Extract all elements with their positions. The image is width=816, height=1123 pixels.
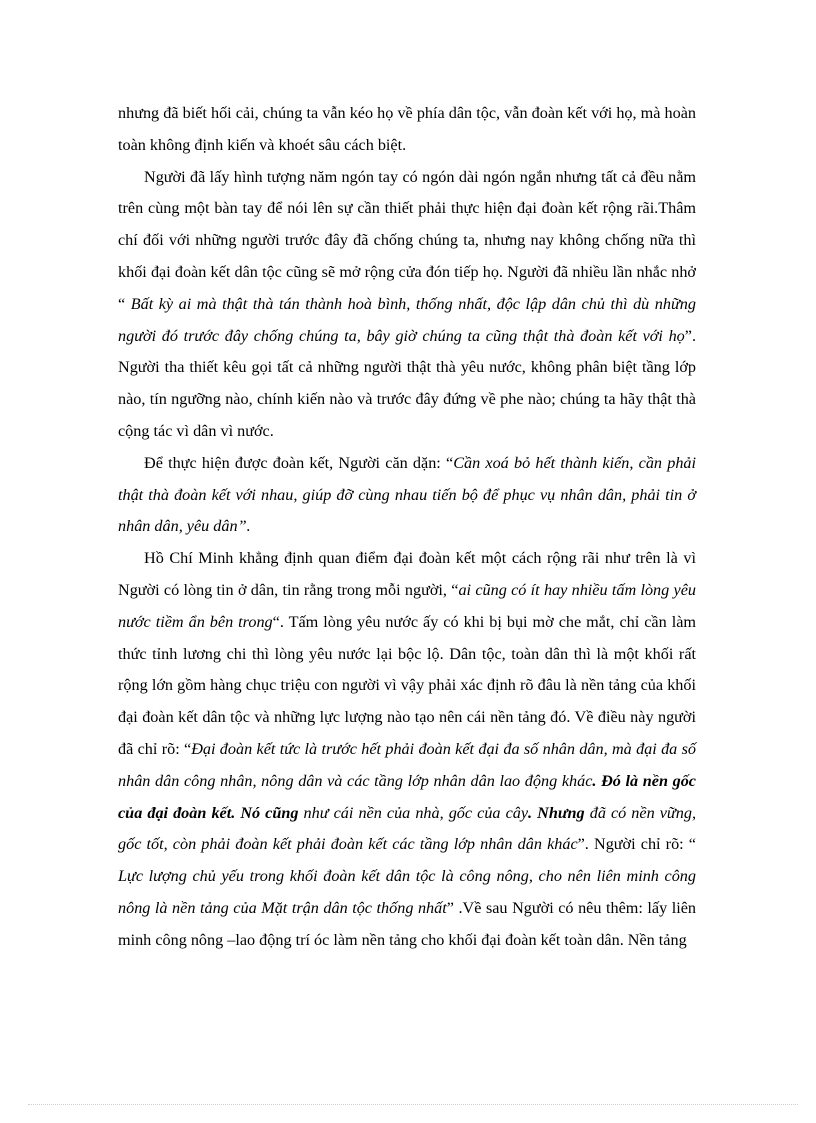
quote-segment: . Đó là nền gốc của đại đoàn kết. Nó cũng xyxy=(118,771,696,822)
text-segment: Để thực hiện được đoàn kết, Người căn dặn: “ xyxy=(144,453,454,472)
paragraph xyxy=(118,543,696,956)
page-bottom-divider xyxy=(28,1104,798,1105)
document-body xyxy=(118,98,696,957)
quote-segment: Bất kỳ ai mà thật thà tán thành hoà bình, thống nhất, độc lập dân chủ thì dù những người đó trước đây chống chúng ta, bây giờ chúng ta cũng thật thà đoàn kết với họ xyxy=(118,294,696,345)
text-segment: “. Tấm lòng yêu nước ấy có khi bị bụi mờ che mắt, chỉ cần làm thức tỉnh lương chi thì lòng yêu nước lại bộc lộ. Dân tộc, toàn dân thì là một khối rất rộng lớn gồm hàng chục triệu con người vì vậy phải xác định rõ đâu là nền tảng của khối đại đoàn kết dân tộc và những lực lượng nào tạo nên cái nền tảng đó. Về điều này người đã chỉ rõ: “ xyxy=(118,612,696,758)
paragraph xyxy=(118,162,696,448)
text-segment: nhưng đã biết hối cải, chúng ta vẫn kéo họ về phía dân tộc, vẫn đoàn kết với họ, mà hoàn toàn không định kiến và khoét sâu cách biệt. xyxy=(118,104,696,154)
quote-segment: Đại đoàn kết tức là trước hết phải đoàn kết đại đa số nhân dân, mà đại đa số nhân dân công nhân, nông dân và các tầng lớp nhân dân lao động khác xyxy=(118,739,696,790)
paragraph xyxy=(118,448,696,543)
quote-segment: Lực lượng chủ yếu trong khối đoàn kết dân tộc là công nông, cho nên liên minh công nông là nền tảng của Mặt trận dân tộc thống nhất xyxy=(118,867,696,917)
quote-segment: như cái nền của nhà, gốc của cây xyxy=(298,803,529,822)
text-segment: ” .Về sau Người có nêu thêm: lấy liên minh công nông –lao động trí óc làm nền tảng cho khối đại đoàn kết toàn dân. Nền tảng xyxy=(118,898,696,949)
paragraph xyxy=(118,98,696,162)
quote-segment: đã có nền vững, gốc tốt, còn phải đoàn kết phải đoàn kết các tầng lớp nhân dân khác xyxy=(118,803,696,854)
quote-segment: Cần xoá bỏ hết thành kiến, cần phải thật thà đoàn kết với nhau, giúp đỡ cùng nhau tiến bộ để phục vụ nhân dân, phải tin ở nhân dân, yêu dân”. xyxy=(118,453,697,536)
quote-segment: ai cũng có ít hay nhiều tấm lòng yêu nước tiềm ẩn bên trong xyxy=(118,580,696,631)
quote-segment: . Nhưng xyxy=(528,803,585,822)
text-segment: ”. Người tha thiết kêu gọi tất cả những người thật thà yêu nước, không phân biệt tầng lớp nào, tín ngưỡng nào, chính kiến nào và trước đây đứng về phe nào; chúng ta hãy thật thà cộng tác vì dân vì nước. xyxy=(118,326,696,440)
text-segment: Hồ Chí Minh khẳng định quan điểm đại đoàn kết một cách rộng rãi như trên là vì Người có lòng tin ở dân, tin rằng trong mỗi người, “ xyxy=(118,549,696,599)
text-segment: ”. Người chỉ rõ: “ xyxy=(577,835,696,854)
text-segment: Người đã lấy hình tượng năm ngón tay có ngón dài ngón ngắn nhưng tất cả đều nằm trên cùng một bàn tay để nói lên sự cần thiết phải thực hiện đại đoàn kết rộng rãi.Thâm chí đối với những người trước đây đã chống chúng ta, nhưng nay không chống nữa thì khối đại đoàn kết dân tộc cũng sẽ mở rộng cửa đón tiếp họ. Người đã nhiều lần nhắc nhở “ xyxy=(118,167,696,313)
